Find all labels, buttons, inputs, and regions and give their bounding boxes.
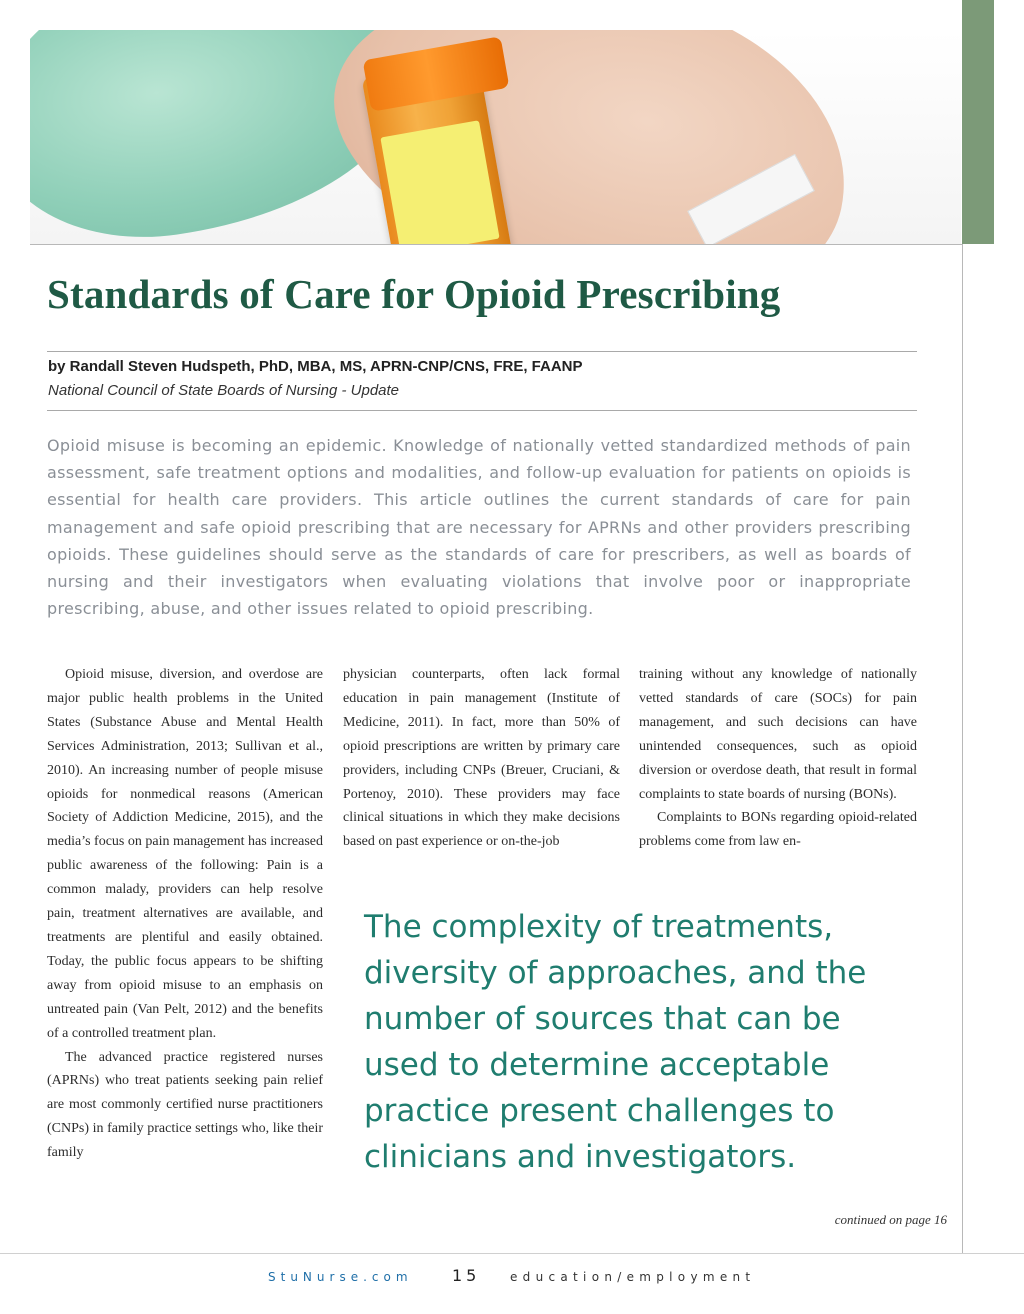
body-column-3 <box>639 663 917 854</box>
pull-quote: The complexity of treatments, diversity of approaches, and the number of sources that can be used to determine acceptable practice present challenges to clinicians and investigators. <box>364 909 867 1175</box>
author-affiliation: National Council of State Boards of Nursing - Update <box>48 382 400 399</box>
body-paragraph: The advanced practice registered nurses (APRNs) who treat patients seeking pain relief are most commonly certified nurse practitioners (CNPs) in family practice settings who, like their family <box>47 1049 323 1161</box>
site-name[interactable]: StuNurse.com <box>268 1270 413 1284</box>
page-number: 15 <box>452 1266 481 1285</box>
body-paragraph: Complaints to BONs regarding opioid-related problems come from law en- <box>639 810 917 850</box>
body-paragraph: training without any knowledge of nationally vetted standards of care (SOCs) for pain management, and such decisions can have unintended consequences, such as opioid diversion or overdose death, that result in formal complaints to state boards of nursing (BONs). <box>639 667 917 802</box>
article-abstract: Opioid misuse is becoming an epidemic. Knowledge of nationally vetted standardized methods of pain assessment, safe treatment options and modalities, and follow-up evaluation for patients on opioids is essential for health care providers. This article outlines the current standards of care for pain management and safe opioid prescribing that are necessary for APRNs and other providers prescribing opioids. These guidelines should serve as the standards of care for prescribers, as well as boards of nursing and their investigators when evaluating violations that involve poor or inappropriate prescribing, abuse, and other issues related to opioid prescribing. <box>47 436 911 619</box>
hero-photo-pill-bottle <box>30 30 961 244</box>
continued-note: continued on page 16 <box>834 1212 947 1227</box>
body-column-1 <box>47 663 323 1165</box>
body-paragraph: Opioid misuse, diversion, and overdose are major public health problems in the United States (Substance Abuse and Mental Health Services Administration, 2013; Sullivan et al., 2010). An increasing number of people misuse opioids for nonmedical reasons (American Society of Addiction Medicine, 2015), and the media’s focus on pain management has increased public awareness of the following: Pain is a common malady, providers can help resolve pain, treatment alternatives are available, and treatments are plentiful and easily obtained. Today, the public focus appears to be shifting away from opioid misuse to an emphasis on untreated pain (Van Pelt, 2012) and the benefits of a controlled treatment plan. <box>47 667 324 1041</box>
byline-divider-top <box>47 351 917 352</box>
article-title: Standards of Care for Opioid Prescribing <box>47 271 781 317</box>
body-column-2 <box>343 663 620 854</box>
frame-divider-vertical <box>962 244 963 1254</box>
page-footer <box>0 1268 1024 1288</box>
decorative-side-bar <box>962 0 994 244</box>
author-byline: by Randall Steven Hudspeth, PhD, MBA, MS, APRN-CNP/CNS, FRE, FAANP <box>48 358 583 375</box>
byline-divider-bottom <box>47 410 917 411</box>
pill-bottle-label <box>380 120 499 244</box>
body-paragraph: physician counterparts, often lack formal education in pain management (Institute of Medicine, 2011). In fact, more than 50% of opioid prescriptions are written by primary care providers, including CNPs (Breuer, Cruciani, & Portenoy, 2010). These providers may face clinical situations in which they make decisions based on past experience or on-the-job <box>343 667 620 850</box>
frame-divider <box>30 244 962 245</box>
footer-divider <box>0 1253 1024 1254</box>
section-name: education/employment <box>510 1270 756 1284</box>
